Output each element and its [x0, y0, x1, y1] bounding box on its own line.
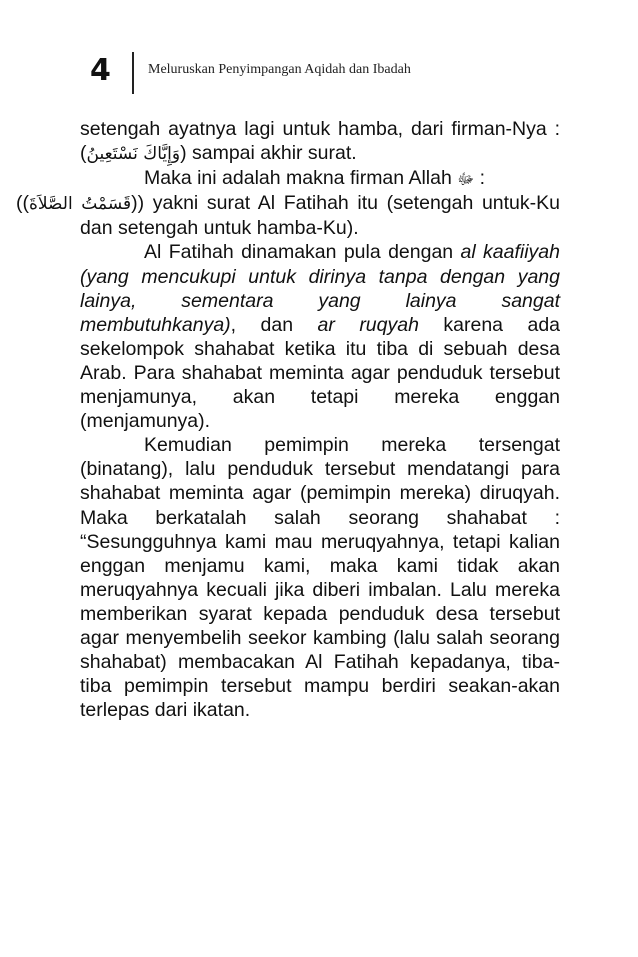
paragraph-2-open-paren: ((	[16, 192, 29, 215]
paragraph-2-colon: :	[474, 167, 486, 190]
paragraph-3-italic-al-kaafiiyah: al kaafiiyah (yang mencukupi untuk dirinya tanpa dengan yang lainya, sementara yang lainya sangat membutuhkanya)	[80, 241, 560, 336]
paragraph-1-after-arabic: ) sampai akhir surat.	[180, 142, 357, 165]
page-header	[82, 52, 562, 94]
paragraph-3-italic-ar-ruqyah: ar ruqyah	[317, 313, 419, 336]
paragraph-3-plain-2: , dan	[230, 313, 318, 336]
body-text	[16, 117, 561, 722]
paragraph-2-after-arabic: )) yakni surat Al Fatihah itu (setengah untuk-Ku dan setengah untuk hamba-Ku).	[80, 192, 560, 240]
paragraph-1	[80, 117, 560, 166]
paragraph-1-line-1: setengah ayatnya lagi untuk hamba, dari	[80, 118, 444, 140]
header-divider	[132, 52, 134, 94]
page-number: 4	[90, 53, 111, 88]
arabic-quote-qasamtu: قَسَمْتُ الصَّلاَةَ	[29, 194, 132, 215]
arabic-quote-iyyaka: وَإِيَّاكَ نَسْتَعِينُ	[86, 144, 181, 165]
allah-honorific-symbol: ﷻ	[457, 170, 475, 189]
paragraph-2-text: Maka ini adalah makna firman Allah	[144, 167, 458, 190]
paragraph-3	[80, 240, 560, 433]
running-title: Meluruskan Penyimpangan Aqidah dan Ibadah	[148, 62, 411, 77]
paragraph-3-plain-3: karena ada sekelompok shahabat ketika itu tiba di sebuah desa Arab. Para shahabat meminta agar penduduk tersebut menjamunya, akan tetapi mereka enggan (menjamunya).	[80, 313, 561, 433]
paragraph-2	[16, 166, 560, 240]
paragraph-1-before-arabic: firman-Nya : (	[80, 118, 560, 165]
paragraph-4: Kemudian pemimpin mereka tersengat (binatang), lalu penduduk tersebut mendatangi para shahabat meminta agar (pemimpin mereka) diruqyah. Maka berkatalah salah seorang shahabat : “Sesungguhnya kami mau meruqyahnya, tetapi kalian enggan menjamu kami, maka kami tidak akan meruqyahnya kecuali jika diberi imbalan. Lalu mereka memberikan syarat kepada penduduk desa tersebut agar menyembelih seekor kambing (lalu salah seorang shahabat) membacakan Al Fatihah kepadanya, tiba-tiba pemimpin tersebut mampu berdiri seakan-akan terlepas dari ikatan.	[80, 434, 560, 722]
paragraph-3-plain-1: Al Fatihah dinamakan pula dengan	[144, 241, 461, 264]
